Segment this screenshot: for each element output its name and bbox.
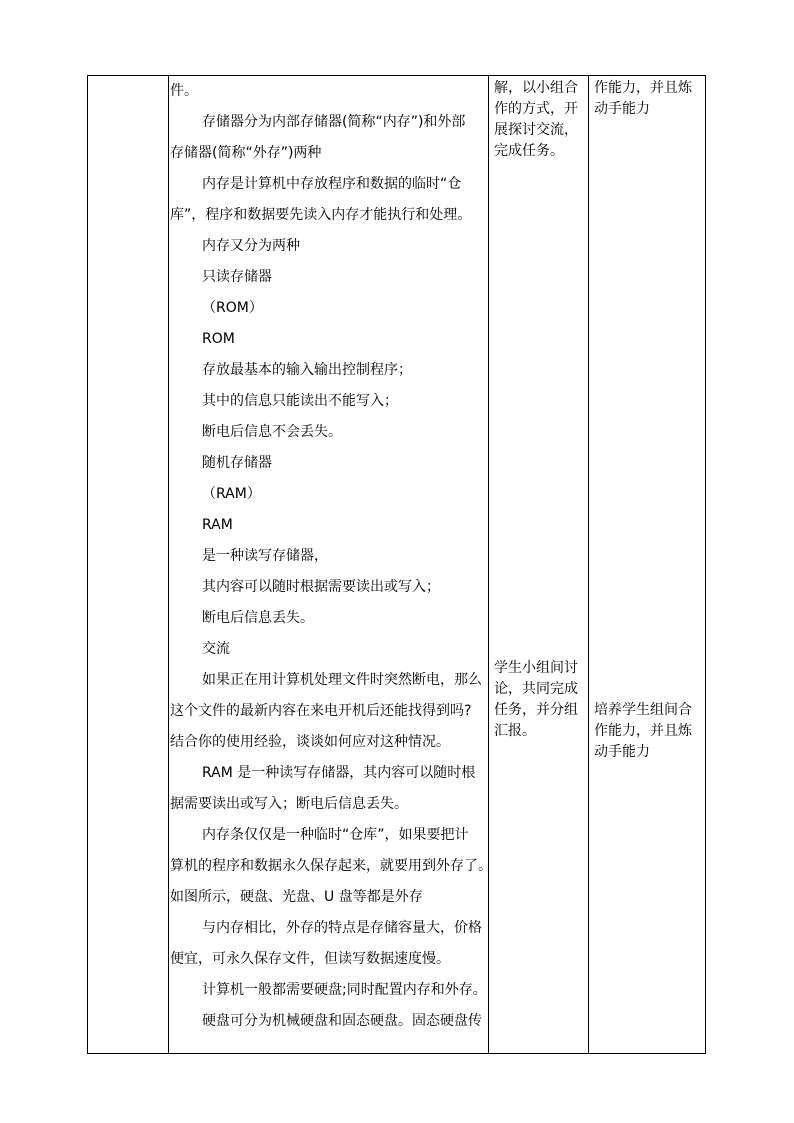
text-line: 件。 — [170, 83, 198, 99]
text-line: 其中的信息只能读出不能写入； — [202, 393, 398, 409]
text-line: 计算机一般都需要硬盘;同时配置内存和外存。 — [202, 982, 487, 998]
text-line: 断电后信息不会丢失。 — [202, 424, 342, 440]
goal-text: 作能力，并且炼 动手能力 — [594, 80, 692, 117]
column-divider — [168, 76, 169, 1053]
text-line: 内存是计算机中存放程序和数据的临时“仓 — [202, 176, 462, 192]
lesson-table — [87, 75, 706, 1054]
goal-cell-1 — [594, 78, 704, 120]
column-divider — [588, 76, 589, 1053]
text-line: 只读存储器 — [202, 269, 272, 285]
text-line: 其内容可以随时根据需要读出或写入； — [202, 579, 440, 595]
text-line: 随机存储器 — [202, 455, 272, 471]
column-divider — [488, 76, 489, 1053]
text-line: 库”，程序和数据要先读入内存才能执行和处理。 — [170, 207, 472, 223]
text-line: 是一种读写存储器， — [202, 548, 328, 564]
text-line: 存储器(简称“外存”)两种 — [170, 145, 322, 161]
activity-cell-1 — [494, 78, 584, 162]
text-line: 便宜，可永久保存文件，但读写数据速度慢。 — [170, 951, 450, 967]
goal-cell-2 — [594, 700, 704, 763]
text-line: RAM 是一种读写存储器，其内容可以随时根 — [202, 765, 476, 781]
text-line: 如果正在用计算机处理文件时突然断电，那么 — [202, 672, 482, 688]
text-line: 据需要读出或写入；断电后信息丢失。 — [170, 796, 408, 812]
text-line: 与内存相比，外存的特点是存储容量大，价格 — [202, 920, 482, 936]
text-line: 内存又分为两种 — [202, 238, 300, 254]
text-line: 内存条仅仅是一种临时“仓库”，如果要把计 — [202, 827, 469, 843]
content-column — [170, 76, 492, 1037]
activity-text: 解，以小组合 作的方式，开 展探讨交流， 完成任务。 — [494, 80, 578, 159]
text-line: 断电后信息丢失。 — [202, 610, 314, 626]
text-line: 交流 — [202, 641, 230, 657]
activity-cell-2 — [494, 658, 584, 742]
text-line: 算机的程序和数据永久保存起来，就要用到外存了。 — [170, 858, 492, 874]
text-line: 存储器分为内部存储器(简称“内存”)和外部 — [202, 114, 466, 130]
goal-text: 培养学生组间合 作能力，并且炼 动手能力 — [594, 702, 692, 760]
text-line: 硬盘可分为机械硬盘和固态硬盘。固态硬盘传 — [202, 1013, 482, 1029]
text-line: 结合你的使用经验，谈谈如何应对这种情况。 — [170, 734, 450, 750]
text-line: ROM — [202, 331, 235, 347]
text-line: （ROM） — [202, 300, 263, 316]
text-line: 存放最基本的输入输出控制程序； — [202, 362, 412, 378]
text-line: 这个文件的最新内容在来电开机后还能找得到吗? — [170, 703, 472, 719]
text-line: （RAM） — [202, 486, 261, 502]
activity-text: 学生小组间讨 论，共同完成 任务，并分组 汇报。 — [494, 660, 578, 739]
text-line: RAM — [202, 517, 233, 533]
text-line: 如图所示，硬盘、光盘、U 盘等都是外存 — [170, 889, 423, 905]
